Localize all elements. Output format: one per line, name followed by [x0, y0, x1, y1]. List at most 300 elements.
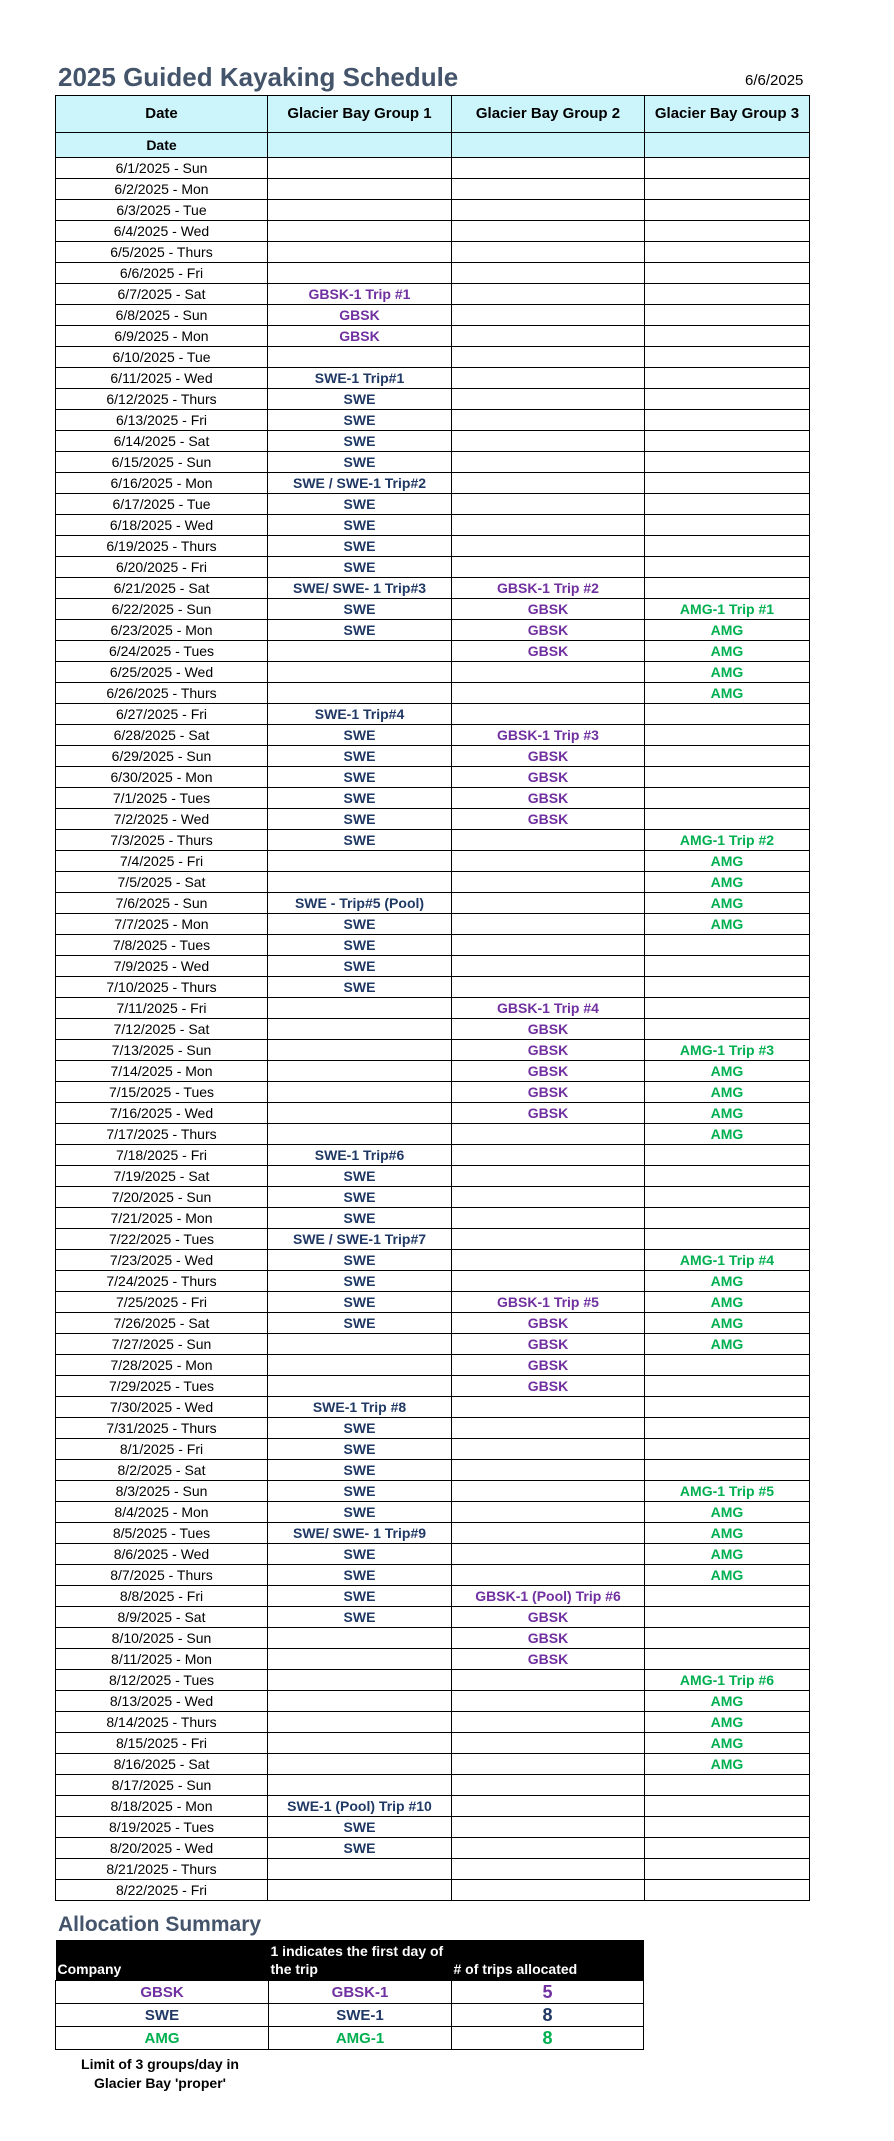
group1-cell [268, 1019, 452, 1040]
date-cell: 8/15/2025 - Fri [56, 1733, 268, 1754]
date-cell: 6/6/2025 - Fri [56, 263, 268, 284]
group3-cell: AMG [645, 1502, 810, 1523]
date-cell: 6/23/2025 - Mon [56, 620, 268, 641]
group3-cell [645, 1208, 810, 1229]
date-cell: 8/3/2025 - Sun [56, 1481, 268, 1502]
group3-cell [645, 347, 810, 368]
allocation-row [56, 1981, 644, 2004]
schedule-row [56, 1229, 810, 1250]
group3-cell [645, 536, 810, 557]
group1-cell [268, 158, 452, 179]
group2-cell [452, 1733, 645, 1754]
group2-cell [452, 914, 645, 935]
schedule-row [56, 1439, 810, 1460]
group2-cell [452, 1187, 645, 1208]
schedule-row [56, 935, 810, 956]
col-header-group3: Glacier Bay Group 3 [645, 96, 810, 133]
group1-cell: SWE [268, 599, 452, 620]
group2-cell [452, 1838, 645, 1859]
group2-cell [452, 347, 645, 368]
schedule-row [56, 1292, 810, 1313]
group1-cell: SWE [268, 1439, 452, 1460]
group1-cell: SWE [268, 494, 452, 515]
schedule-row [56, 1796, 810, 1817]
group1-cell: SWE [268, 1313, 452, 1334]
group1-cell: SWE [268, 1166, 452, 1187]
group1-cell: GBSK-1 Trip #1 [268, 284, 452, 305]
group3-cell [645, 935, 810, 956]
group2-cell: GBSK [452, 620, 645, 641]
group1-cell: SWE/ SWE- 1 Trip#9 [268, 1523, 452, 1544]
schedule-row [56, 704, 810, 725]
group3-cell [645, 1817, 810, 1838]
group1-cell [268, 1859, 452, 1880]
schedule-row [56, 998, 810, 1019]
group1-cell: SWE - Trip#5 (Pool) [268, 893, 452, 914]
group1-cell: SWE [268, 1817, 452, 1838]
group3-cell [645, 1187, 810, 1208]
group1-cell: SWE [268, 557, 452, 578]
group1-cell [268, 1124, 452, 1145]
group3-cell [645, 1649, 810, 1670]
group2-cell [452, 872, 645, 893]
group3-cell [645, 410, 810, 431]
schedule-row [56, 956, 810, 977]
group3-cell [645, 746, 810, 767]
schedule-row [56, 242, 810, 263]
group2-cell [452, 1481, 645, 1502]
group2-cell [452, 1397, 645, 1418]
group3-cell: AMG [645, 620, 810, 641]
group1-cell: SWE-1 Trip#1 [268, 368, 452, 389]
group2-cell: GBSK [452, 1061, 645, 1082]
group2-cell [452, 1565, 645, 1586]
schedule-row [56, 515, 810, 536]
schedule-row [56, 347, 810, 368]
group2-cell: GBSK [452, 1019, 645, 1040]
group1-cell [268, 1775, 452, 1796]
group2-cell [452, 1208, 645, 1229]
date-cell: 7/3/2025 - Thurs [56, 830, 268, 851]
group1-cell [268, 1334, 452, 1355]
group3-cell [645, 1775, 810, 1796]
group2-cell [452, 242, 645, 263]
date-cell: 6/1/2025 - Sun [56, 158, 268, 179]
group3-cell: AMG-1 Trip #3 [645, 1040, 810, 1061]
schedule-row [56, 1880, 810, 1901]
alloc-company-cell: AMG [56, 2027, 269, 2050]
group3-cell: AMG-1 Trip #4 [645, 1250, 810, 1271]
group1-cell [268, 1040, 452, 1061]
group3-cell [645, 1628, 810, 1649]
schedule-row [56, 1565, 810, 1586]
allocation-row [56, 2027, 644, 2050]
group1-cell: SWE [268, 1292, 452, 1313]
group1-cell: SWE [268, 410, 452, 431]
group3-cell [645, 305, 810, 326]
schedule-row [56, 326, 810, 347]
group3-cell [645, 263, 810, 284]
group1-cell [268, 1355, 452, 1376]
group1-cell [268, 1754, 452, 1775]
schedule-row [56, 1103, 810, 1124]
group1-cell [268, 998, 452, 1019]
group1-cell: SWE [268, 620, 452, 641]
group2-cell [452, 1817, 645, 1838]
date-cell: 6/28/2025 - Sat [56, 725, 268, 746]
schedule-row [56, 368, 810, 389]
schedule-row [56, 1523, 810, 1544]
group2-cell: GBSK [452, 1103, 645, 1124]
date-cell: 6/29/2025 - Sun [56, 746, 268, 767]
group2-cell [452, 557, 645, 578]
group1-cell: SWE [268, 1565, 452, 1586]
schedule-row [56, 1649, 810, 1670]
date-cell: 8/11/2025 - Mon [56, 1649, 268, 1670]
group3-cell [645, 704, 810, 725]
group3-cell: AMG [645, 641, 810, 662]
group2-cell [452, 1250, 645, 1271]
group1-cell: SWE [268, 1607, 452, 1628]
date-cell: 7/11/2025 - Fri [56, 998, 268, 1019]
group3-cell [645, 956, 810, 977]
group2-cell: GBSK-1 Trip #4 [452, 998, 645, 1019]
report-date: 6/6/2025 [745, 72, 804, 89]
group2-cell [452, 1880, 645, 1901]
group3-cell [645, 578, 810, 599]
group1-cell: SWE [268, 1481, 452, 1502]
date-cell: 6/4/2025 - Wed [56, 221, 268, 242]
allocation-note: Limit of 3 groups/day in Glacier Bay 'proper' [81, 2056, 239, 2091]
date-cell: 6/25/2025 - Wed [56, 662, 268, 683]
schedule-row [56, 914, 810, 935]
alloc-trips-cell: 8 [452, 2004, 644, 2027]
date-cell: 7/22/2025 - Tues [56, 1229, 268, 1250]
group1-cell: SWE [268, 1250, 452, 1271]
subheader-empty [645, 133, 810, 158]
group1-cell: SWE-1 Trip#4 [268, 704, 452, 725]
schedule-row [56, 1334, 810, 1355]
group3-cell: AMG [645, 1334, 810, 1355]
date-cell: 6/27/2025 - Fri [56, 704, 268, 725]
group3-cell [645, 1460, 810, 1481]
group3-cell: AMG [645, 914, 810, 935]
date-cell: 6/17/2025 - Tue [56, 494, 268, 515]
group2-cell [452, 851, 645, 872]
group3-cell: AMG [645, 872, 810, 893]
schedule-row [56, 1208, 810, 1229]
date-cell: 7/25/2025 - Fri [56, 1292, 268, 1313]
schedule-row [56, 1607, 810, 1628]
alloc-company-cell: GBSK [56, 1981, 269, 2004]
date-cell: 7/2/2025 - Wed [56, 809, 268, 830]
group2-cell [452, 305, 645, 326]
group2-cell: GBSK-1 Trip #2 [452, 578, 645, 599]
group3-cell: AMG [645, 893, 810, 914]
group3-cell [645, 1166, 810, 1187]
col-header-group2: Glacier Bay Group 2 [452, 96, 645, 133]
group1-cell: SWE/ SWE- 1 Trip#3 [268, 578, 452, 599]
schedule-row [56, 1250, 810, 1271]
group1-cell [268, 1628, 452, 1649]
schedule-row [56, 1355, 810, 1376]
group2-cell [452, 977, 645, 998]
group2-cell [452, 263, 645, 284]
alloc-company-cell: SWE [56, 2004, 269, 2027]
group3-cell [645, 1376, 810, 1397]
allocation-header-row [56, 1940, 644, 1981]
group1-cell [268, 1376, 452, 1397]
group1-cell: SWE [268, 389, 452, 410]
allocation-body [56, 1981, 644, 2050]
date-cell: 8/22/2025 - Fri [56, 1880, 268, 1901]
schedule-row [56, 830, 810, 851]
schedule-row [56, 557, 810, 578]
schedule-row [56, 1187, 810, 1208]
group1-cell [268, 662, 452, 683]
schedule-row [56, 620, 810, 641]
schedule-row [56, 977, 810, 998]
group2-cell: GBSK [452, 1376, 645, 1397]
group3-cell: AMG [645, 1754, 810, 1775]
date-cell: 8/20/2025 - Wed [56, 1838, 268, 1859]
date-cell: 6/19/2025 - Thurs [56, 536, 268, 557]
schedule-row [56, 1019, 810, 1040]
date-cell: 8/21/2025 - Thurs [56, 1859, 268, 1880]
date-cell: 8/8/2025 - Fri [56, 1586, 268, 1607]
date-cell: 8/7/2025 - Thurs [56, 1565, 268, 1586]
date-cell: 7/23/2025 - Wed [56, 1250, 268, 1271]
group3-cell [645, 494, 810, 515]
schedule-row [56, 179, 810, 200]
schedule-row [56, 263, 810, 284]
date-cell: 6/15/2025 - Sun [56, 452, 268, 473]
group2-cell [452, 536, 645, 557]
group1-cell: SWE [268, 746, 452, 767]
group1-cell [268, 1061, 452, 1082]
schedule-row [56, 746, 810, 767]
group3-cell [645, 809, 810, 830]
schedule-row [56, 1166, 810, 1187]
schedule-row [56, 1040, 810, 1061]
subheader-empty [452, 133, 645, 158]
schedule-row [56, 1418, 810, 1439]
group2-cell [452, 221, 645, 242]
alloc-code-cell: SWE-1 [269, 2004, 452, 2027]
group2-cell [452, 1418, 645, 1439]
group1-cell [268, 641, 452, 662]
schedule-row [56, 1460, 810, 1481]
group3-cell: AMG-1 Trip #6 [645, 1670, 810, 1691]
schedule-row [56, 788, 810, 809]
schedule-row [56, 452, 810, 473]
group2-cell [452, 1271, 645, 1292]
date-cell: 6/3/2025 - Tue [56, 200, 268, 221]
group2-cell [452, 1544, 645, 1565]
schedule-row [56, 1313, 810, 1334]
schedule-row [56, 641, 810, 662]
group1-cell: SWE [268, 725, 452, 746]
alloc-header-company: Company [56, 1940, 269, 1981]
schedule-body [56, 158, 810, 1901]
date-cell: 7/10/2025 - Thurs [56, 977, 268, 998]
allocation-row [56, 2004, 644, 2027]
schedule-table [55, 95, 810, 1901]
group2-cell [452, 200, 645, 221]
date-cell: 6/20/2025 - Fri [56, 557, 268, 578]
date-cell: 7/6/2025 - Sun [56, 893, 268, 914]
group1-cell: SWE [268, 1187, 452, 1208]
group3-cell [645, 242, 810, 263]
group3-cell: AMG [645, 1313, 810, 1334]
schedule-row [56, 1376, 810, 1397]
date-cell: 8/9/2025 - Sat [56, 1607, 268, 1628]
group2-cell [452, 410, 645, 431]
group3-cell: AMG [645, 1712, 810, 1733]
group3-cell [645, 557, 810, 578]
group2-cell [452, 473, 645, 494]
date-cell: 8/12/2025 - Tues [56, 1670, 268, 1691]
group3-cell [645, 767, 810, 788]
group3-cell [645, 998, 810, 1019]
group2-cell: GBSK [452, 746, 645, 767]
group3-cell: AMG-1 Trip #1 [645, 599, 810, 620]
group3-cell [645, 725, 810, 746]
group3-cell [645, 179, 810, 200]
date-cell: 7/17/2025 - Thurs [56, 1124, 268, 1145]
group3-cell [645, 1397, 810, 1418]
date-cell: 8/17/2025 - Sun [56, 1775, 268, 1796]
group1-cell: SWE [268, 830, 452, 851]
group3-cell: AMG-1 Trip #2 [645, 830, 810, 851]
group1-cell [268, 1103, 452, 1124]
group2-cell: GBSK-1 (Pool) Trip #6 [452, 1586, 645, 1607]
group1-cell: SWE / SWE-1 Trip#2 [268, 473, 452, 494]
date-cell: 6/18/2025 - Wed [56, 515, 268, 536]
group3-cell [645, 326, 810, 347]
group2-cell: GBSK [452, 641, 645, 662]
group2-cell [452, 284, 645, 305]
date-cell: 8/10/2025 - Sun [56, 1628, 268, 1649]
group3-cell: AMG [645, 1523, 810, 1544]
date-cell: 6/24/2025 - Tues [56, 641, 268, 662]
group3-cell [645, 788, 810, 809]
date-cell: 6/7/2025 - Sat [56, 284, 268, 305]
schedule-row [56, 1124, 810, 1145]
group1-cell: SWE [268, 515, 452, 536]
date-cell: 7/21/2025 - Mon [56, 1208, 268, 1229]
group2-cell [452, 431, 645, 452]
group1-cell [268, 683, 452, 704]
group2-cell [452, 1670, 645, 1691]
group2-cell [452, 935, 645, 956]
group3-cell: AMG [645, 1691, 810, 1712]
alloc-header-trips: # of trips allocated [452, 1940, 644, 1981]
group2-cell [452, 452, 645, 473]
date-cell: 6/9/2025 - Mon [56, 326, 268, 347]
group3-cell [645, 200, 810, 221]
col-header-date: Date [56, 96, 268, 133]
group2-cell: GBSK [452, 1313, 645, 1334]
schedule-row [56, 200, 810, 221]
date-cell: 6/5/2025 - Thurs [56, 242, 268, 263]
group1-cell: SWE-1 (Pool) Trip #10 [268, 1796, 452, 1817]
group2-cell: GBSK [452, 809, 645, 830]
schedule-row [56, 1859, 810, 1880]
group2-cell [452, 1859, 645, 1880]
date-cell: 8/5/2025 - Tues [56, 1523, 268, 1544]
group2-cell [452, 956, 645, 977]
date-cell: 7/14/2025 - Mon [56, 1061, 268, 1082]
schedule-row [56, 1775, 810, 1796]
date-cell: 8/19/2025 - Tues [56, 1817, 268, 1838]
group3-cell: AMG [645, 1061, 810, 1082]
schedule-row [56, 473, 810, 494]
allocation-title: Allocation Summary [58, 1913, 262, 1936]
group3-cell [645, 1586, 810, 1607]
date-cell: 7/8/2025 - Tues [56, 935, 268, 956]
schedule-row [56, 599, 810, 620]
schedule-row [56, 389, 810, 410]
group1-cell [268, 1733, 452, 1754]
date-cell: 8/13/2025 - Wed [56, 1691, 268, 1712]
date-cell: 7/13/2025 - Sun [56, 1040, 268, 1061]
date-cell: 7/31/2025 - Thurs [56, 1418, 268, 1439]
group2-cell [452, 1124, 645, 1145]
group2-cell [452, 830, 645, 851]
group1-cell: SWE [268, 935, 452, 956]
group3-cell: AMG [645, 1544, 810, 1565]
group2-cell [452, 1460, 645, 1481]
date-cell: 7/7/2025 - Mon [56, 914, 268, 935]
group1-cell [268, 221, 452, 242]
group1-cell [268, 851, 452, 872]
group1-cell: SWE [268, 956, 452, 977]
alloc-trips-cell: 8 [452, 2027, 644, 2050]
date-cell: 8/16/2025 - Sat [56, 1754, 268, 1775]
group2-cell [452, 179, 645, 200]
schedule-row [56, 221, 810, 242]
group1-cell: SWE [268, 1502, 452, 1523]
schedule-row [56, 725, 810, 746]
group3-cell [645, 1796, 810, 1817]
group1-cell [268, 1082, 452, 1103]
group3-cell [645, 1607, 810, 1628]
group2-cell [452, 1712, 645, 1733]
group2-cell [452, 893, 645, 914]
date-cell: 6/8/2025 - Sun [56, 305, 268, 326]
date-cell: 6/22/2025 - Sun [56, 599, 268, 620]
col-header-group1: Glacier Bay Group 1 [268, 96, 452, 133]
date-cell: 6/16/2025 - Mon [56, 473, 268, 494]
group3-cell: AMG [645, 1103, 810, 1124]
group1-cell [268, 1670, 452, 1691]
date-cell: 6/11/2025 - Wed [56, 368, 268, 389]
group2-cell: GBSK [452, 1649, 645, 1670]
schedule-row [56, 578, 810, 599]
group3-cell [645, 221, 810, 242]
date-cell: 7/12/2025 - Sat [56, 1019, 268, 1040]
date-cell: 7/28/2025 - Mon [56, 1355, 268, 1376]
group2-cell [452, 1502, 645, 1523]
group3-cell [645, 515, 810, 536]
group1-cell: SWE [268, 1418, 452, 1439]
group3-cell: AMG [645, 1124, 810, 1145]
schedule-row [56, 1145, 810, 1166]
group2-cell [452, 158, 645, 179]
group3-cell [645, 158, 810, 179]
date-cell: 7/4/2025 - Fri [56, 851, 268, 872]
